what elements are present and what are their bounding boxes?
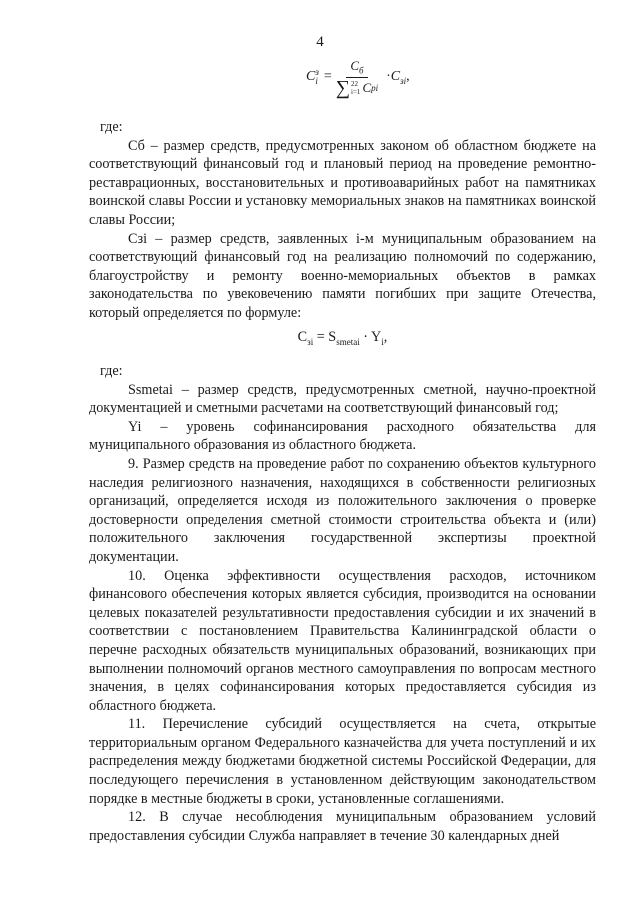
- formula-czi: $C_{зi} = S_{smetai} \cdot Y_i$,: [297, 329, 388, 347]
- paragraph-12: 12. В случае несоблюдения муниципальным образованием условий предоставления субсидии Служба направляет в течение 30 календарных дней: [89, 809, 596, 844]
- formula-equals: =: [323, 69, 332, 85]
- paragraph-ssmeta-definition: Ssmetai – размер средств, предусмотренных сметной, научно-проектной документацией и сметными расчетами на соответствующий финансовый год;: [89, 381, 596, 417]
- formula-lhs: C з i: [306, 67, 319, 87]
- body-text-block-1: [89, 118, 596, 323]
- formula-subsidy-share: [306, 58, 410, 97]
- paragraph-9: 9. Размер средств на проведение работ по сохранению объектов культурного наследия религиозного назначения, находящихся в собственности религиозных организаций, определяется исходя из положительного заключения о проверке достоверности определения сметной стоимости строительства объекта и (или) положительного заключения государственной экспертизы проектной документации.: [89, 455, 596, 565]
- formula-denominator: ∑ 22 i=1 C pi: [335, 76, 379, 99]
- formula-rhs: $\cdot C_{зi}$,: [386, 68, 410, 86]
- page-number: 4: [316, 34, 324, 50]
- paragraph-11: 11. Перечисление субсидий осуществляется на счета, открытые территориальным органом Федерального казначейства для учета поступлений и их распределения между бюджетами бюджетной системы Российской Федерации, для последующего перечисления в установленном действующим законодательством порядке в местные бюджеты в сроки, установленные соглашениями.: [89, 716, 596, 807]
- paragraph-10: 10. Оценка эффективности осуществления расходов, источником финансового обеспечения которых является субсидия, производится на основании целевых показателей результативности предоставления субсидии и их значений в соответствии с постановлением Правительства Калининградской области о перечне расходных обязательств муниципальных образований, возникающих при выполнении полномочий органов местного самоуправления по вопросам местного значения, в целях софинансирования которых предоставляется субсидия из областного бюджета.: [89, 567, 596, 714]
- formula-numerator: $C_б$: [346, 58, 367, 78]
- paragraph-yi-definition: Yi – уровень софинансирования расходного обязательства для муниципального образования из областного бюджета.: [89, 418, 596, 454]
- sum-sign: ∑: [335, 76, 351, 99]
- where-label: где:: [100, 119, 123, 135]
- formula-fraction: [336, 58, 378, 97]
- paragraph-cb-definition: Сб – размер средств, предусмотренных законом об областном бюджете на соответствующий финансовый год и плановый период на проведение ремонтно-реставрационных, восстановительных и противоаварийных работ на памятниках воинской славы России и установку мемориальных знаков на памятниках воинской славы России;: [89, 137, 596, 228]
- sum-limits: 22 i=1: [351, 79, 361, 96]
- body-text-block-2: [89, 362, 596, 845]
- where-label-2: где:: [100, 363, 123, 379]
- paragraph-czi-definition: Сзi – размер средств, заявленных i-м муниципальным образованием на соответствующий финансовый год на реализацию полномочий по содержанию, благоустройству и ремонту военно-мемориальных объектов в рамках законодательства по увековечению памяти погибших при защите Отечества, который определяется по формуле:: [89, 230, 596, 321]
